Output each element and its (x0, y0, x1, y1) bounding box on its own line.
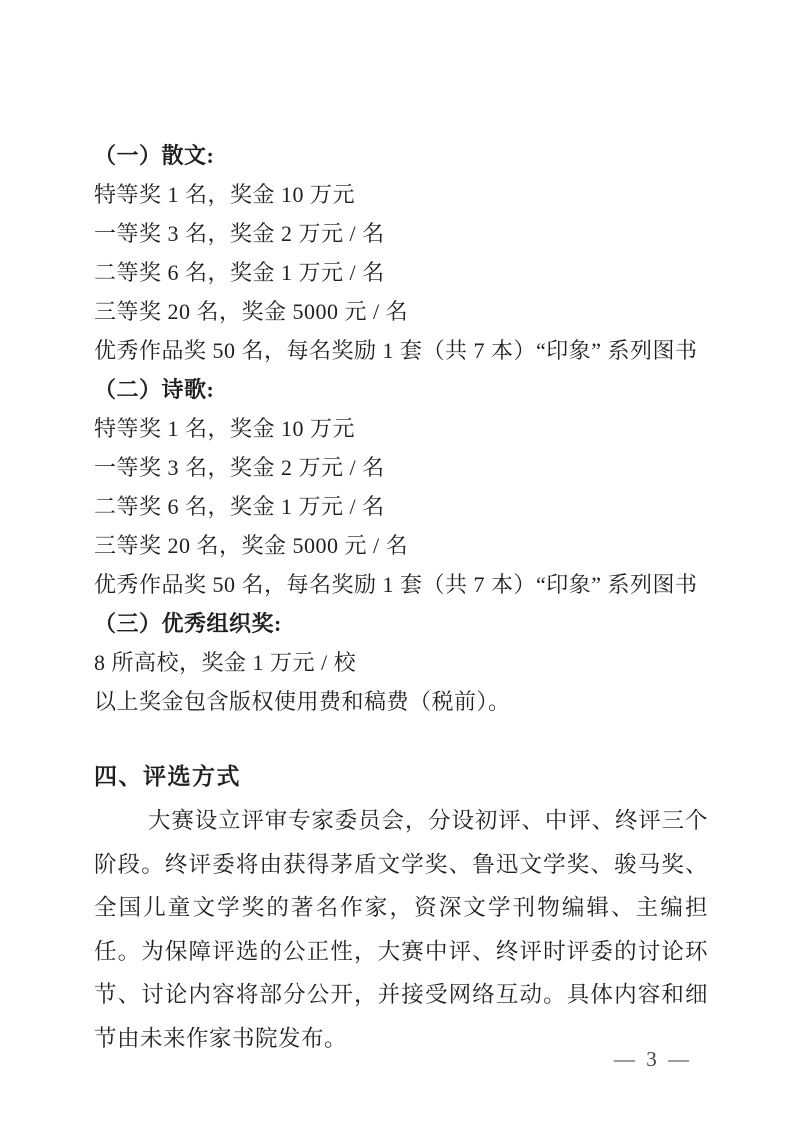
prize-line-poetry-special: 特等奖 1 名，奖金 10 万元 (94, 416, 356, 441)
section-heading-poetry: （二）诗歌: (94, 377, 215, 402)
prize-line-prose-first: 一等奖 3 名，奖金 2 万元 / 名 (94, 221, 385, 246)
prize-line-prose-special: 特等奖 1 名，奖金 10 万元 (94, 182, 356, 207)
prize-line-poetry-first: 一等奖 3 名，奖金 2 万元 / 名 (94, 455, 385, 480)
prize-line-poetry-excellent-work: 优秀作品奖 50 名，每名奖励 1 套（共 7 本）“印象” 系列图书 (94, 572, 698, 597)
section-heading-selection-method: 四、评选方式 (94, 763, 241, 789)
prize-line-prose-third: 三等奖 20 名，奖金 5000 元 / 名 (94, 299, 409, 324)
prize-line-prose-excellent-work: 优秀作品奖 50 名，每名奖励 1 套（共 7 本）“印象” 系列图书 (94, 338, 698, 363)
document-content (94, 136, 708, 1060)
prize-line-poetry-third: 三等奖 20 名，奖金 5000 元 / 名 (94, 533, 409, 558)
page-number: — 3 — (614, 1047, 692, 1071)
section-heading-organization-award: （三）优秀组织奖: (94, 611, 282, 636)
prize-line-poetry-second: 二等奖 6 名，奖金 1 万元 / 名 (94, 494, 385, 519)
prize-line-prose-second: 二等奖 6 名，奖金 1 万元 / 名 (94, 260, 385, 285)
prize-note-tax: 以上奖金包含版权使用费和稿费（税前）。 (94, 689, 511, 714)
section-heading-prose: （一）散文: (94, 143, 215, 168)
selection-method-paragraph: 大赛设立评审专家委员会，分设初评、中评、终评三个阶段。终评委将由获得茅盾文学奖、鲁迅文学奖、骏马奖、全国儿童文学奖的著名作家，资深文学刊物编辑、主编担任。为保障评选的公正性，大赛中评、终评时评委的讨论环节、讨论内容将部分公开，并接受网络互动。具体内容和细节由未来作家书院发布。 (94, 808, 708, 1051)
prize-line-organization: 8 所高校，奖金 1 万元 / 校 (94, 650, 357, 675)
